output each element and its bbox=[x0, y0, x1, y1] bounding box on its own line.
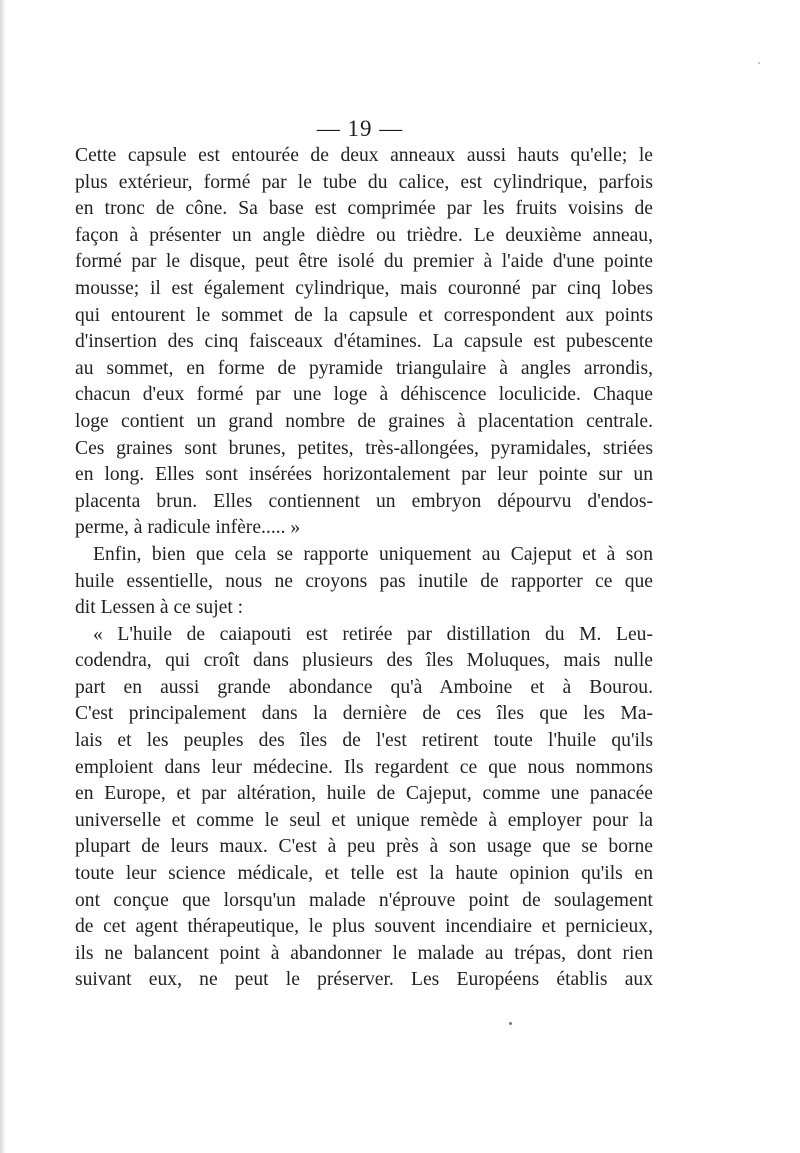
text-line: en long. Elles sont insérées horizontalement par leur pointe sur un bbox=[75, 464, 653, 486]
ink-speck bbox=[509, 1022, 512, 1025]
text-line: lais et les peuples des îles de l'est retirent toute l'huile qu'ils bbox=[75, 730, 653, 752]
text-line: universelle et comme le seul et unique remède à employer pour la bbox=[75, 809, 653, 831]
text-line: plus extérieur, formé par le tube du calice, est cylindrique, parfois bbox=[75, 171, 653, 193]
text-line: ils ne balancent point à abandonner le malade au trépas, dont rien bbox=[75, 942, 653, 964]
text-line: Ces graines sont brunes, petites, très-allongées, pyramidales, striées bbox=[75, 437, 653, 459]
text-line: part en aussi grande abondance qu'à Amboine et à Bourou. bbox=[75, 676, 653, 698]
text-line: dit Lessen à ce sujet : bbox=[75, 597, 244, 619]
text-line: façon à présenter un angle dièdre ou trièdre. Le deuxième anneau, bbox=[75, 224, 653, 246]
text-line: plupart de leurs maux. C'est à peu près à son usage que se borne bbox=[75, 836, 653, 858]
page-edge-shadow bbox=[0, 0, 6, 1153]
text-line: suivant eux, ne peut le préserver. Les Européens établis aux bbox=[75, 969, 653, 991]
text-line: en tronc de cône. Sa base est comprimée par les fruits voisins de bbox=[75, 198, 653, 220]
text-line: d'insertion des cinq faisceaux d'étamines. La capsule est pubescente bbox=[75, 331, 653, 353]
text-line: qui entourent le sommet de la capsule et correspondent aux points bbox=[75, 304, 653, 326]
text-line: mousse; il est également cylindrique, mais couronné par cinq lobes bbox=[75, 277, 653, 299]
text-line: toute leur science médicale, et telle est la haute opinion qu'ils en bbox=[75, 863, 653, 885]
text-line: ont conçue que lorsqu'un malade n'éprouve point de soulagement bbox=[75, 889, 653, 911]
text-line: chacun d'eux formé par une loge à déhiscence loculicide. Chaque bbox=[75, 384, 653, 406]
text-line: Enfin, bien que cela se rapporte uniquement au Cajeput et à son bbox=[93, 543, 653, 565]
text-line: placenta brun. Elles contiennent un embryon dépourvu d'endos- bbox=[75, 490, 653, 512]
text-line: loge contient un grand nombre de graines à placentation centrale. bbox=[75, 410, 653, 432]
page-number: — 19 — bbox=[316, 116, 404, 141]
text-line: emploient dans leur médecine. Ils regardent ce que nous nommons bbox=[75, 756, 653, 778]
text-line: en Europe, et par altération, huile de Cajeput, comme une panacée bbox=[75, 783, 653, 805]
text-line: perme, à radicule infère..... » bbox=[75, 517, 301, 539]
text-line: huile essentielle, nous ne croyons pas inutile de rapporter ce que bbox=[75, 570, 653, 592]
text-line: codendra, qui croît dans plusieurs des îles Moluques, mais nulle bbox=[75, 650, 653, 672]
text-line: formé par le disque, peut être isolé du premier à l'aide d'une pointe bbox=[75, 251, 653, 273]
text-line: au sommet, en forme de pyramide triangulaire à angles arrondis, bbox=[75, 357, 653, 379]
text-line: de cet agent thérapeutique, le plus souvent incendiaire et pernicieux, bbox=[75, 916, 653, 938]
text-line: Cette capsule est entourée de deux anneaux aussi hauts qu'elle; le bbox=[75, 145, 653, 166]
text-line: « L'huile de caiapouti est retirée par distillation du M. Leu- bbox=[93, 623, 653, 645]
ink-speck bbox=[758, 62, 760, 64]
body-text bbox=[75, 143, 653, 994]
text-line: C'est principalement dans la dernière de ces îles que les Ma- bbox=[75, 703, 653, 725]
